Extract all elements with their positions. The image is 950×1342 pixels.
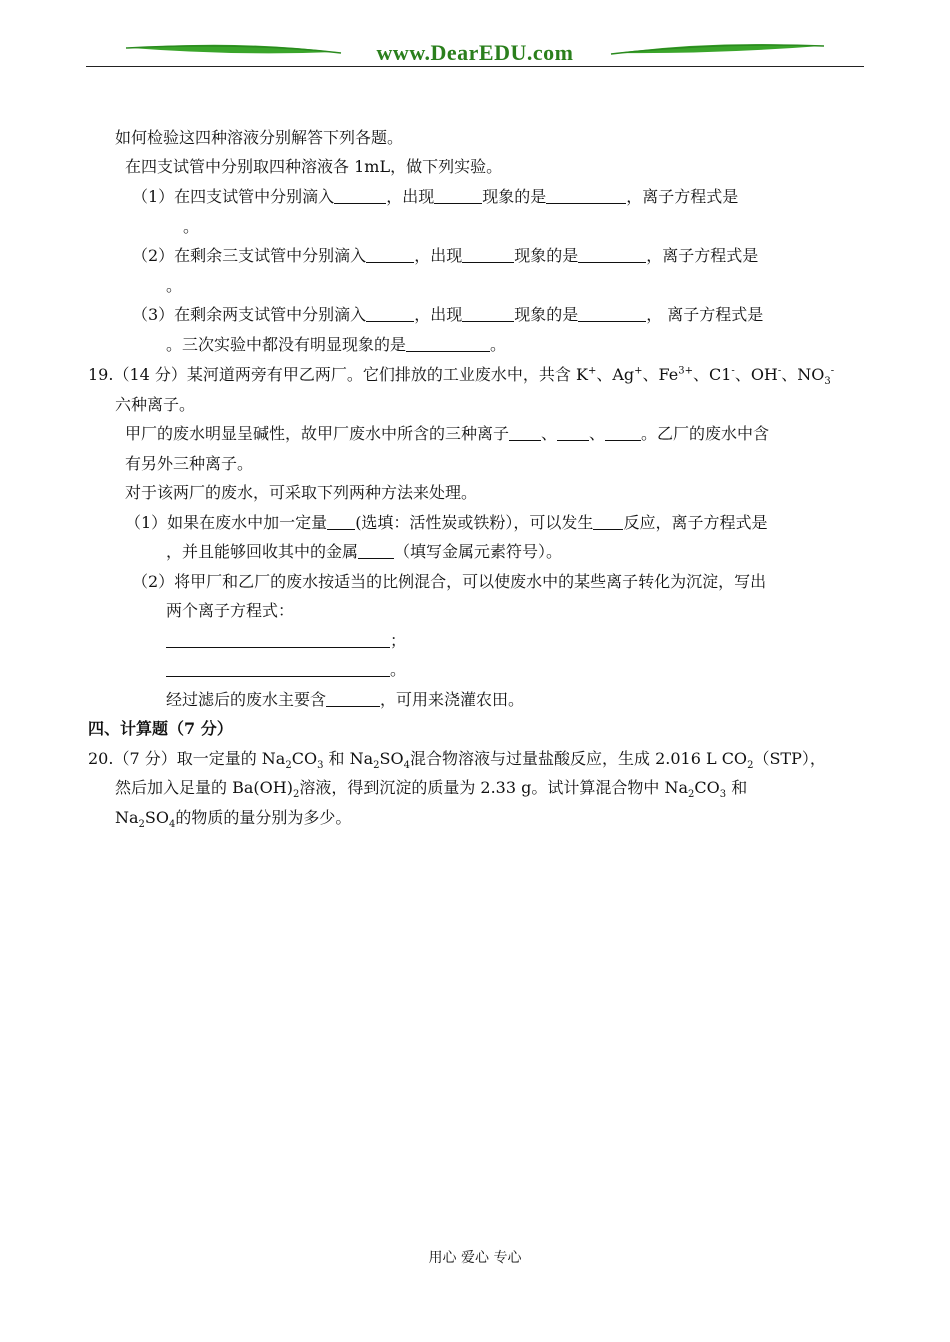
ion-fe: 、Fe	[642, 365, 679, 384]
q19-line-4: 有另外三种离子。	[125, 454, 254, 473]
q19-line-1	[88, 364, 834, 386]
step-1-end: 。	[183, 217, 200, 236]
step-2-text-b: ，出现	[414, 246, 463, 265]
answer-blank[interactable]	[578, 246, 646, 263]
ion-charge: +	[587, 365, 597, 377]
q19-part-1	[125, 512, 767, 534]
answer-blank[interactable]	[593, 513, 623, 530]
intro-line-1: 如何检验这四种溶液分别解答下列各题。	[115, 128, 404, 147]
ion-charge: -	[777, 365, 782, 377]
q19-p1-text-d: ，并且能够回收其中的金属	[166, 542, 359, 561]
ion-ag: 、Ag	[596, 365, 635, 384]
q20-text: CO	[291, 749, 318, 768]
answer-blank[interactable]	[557, 424, 589, 441]
answer-blank[interactable]	[462, 305, 514, 322]
answer-blank[interactable]	[358, 542, 394, 559]
step-2	[132, 245, 758, 267]
answer-blank[interactable]	[166, 660, 390, 677]
q19-p1-text-c: 反应，离子方程式是	[623, 513, 768, 532]
page-footer: 用心 爱心 专心	[428, 1250, 522, 1266]
subscript: 4	[169, 819, 176, 831]
q20-text: 然后加入足量的 Ba(OH)	[115, 778, 293, 797]
answer-blank[interactable]	[578, 305, 646, 322]
ion-subscript: 3	[824, 376, 831, 388]
subscript: 2	[688, 789, 695, 801]
step-3-end	[166, 334, 506, 356]
header-rule	[86, 66, 864, 67]
q20-text: 20.（7 分）取一定量的 Na	[88, 749, 286, 768]
q19-l3-text: 甲厂的废水明显呈碱性，故甲厂废水中所含的三种离子	[125, 424, 510, 443]
step-1-text-d: ，离子方程式是	[626, 187, 739, 206]
q19-part-1-cont	[166, 541, 562, 563]
separator: 、	[589, 424, 606, 443]
semicolon: ；	[390, 631, 407, 650]
q19-l3-end: 。乙厂的废水中含	[641, 424, 770, 443]
subscript: 2	[138, 819, 145, 831]
q19-p2-text-c: 经过滤后的废水主要含	[166, 690, 327, 709]
answer-blank[interactable]	[406, 335, 490, 352]
answer-blank[interactable]	[326, 690, 380, 707]
subscript: 2	[285, 760, 292, 772]
site-logo-text: www.DearEDU.com	[376, 40, 574, 65]
step-3-text-d: ， 离子方程式是	[646, 305, 764, 324]
subscript: 2	[373, 760, 380, 772]
step-2-text-d: ，离子方程式是	[646, 246, 759, 265]
q20-text: 和 Na	[323, 749, 374, 768]
answer-blank[interactable]	[366, 246, 414, 263]
subscript: 4	[403, 760, 410, 772]
q20-text: SO	[144, 808, 169, 827]
q20-line-2	[115, 777, 747, 799]
step-1-text-b: ，出现	[386, 187, 435, 206]
answer-blank[interactable]	[327, 513, 355, 530]
step-3-text-c: 现象的是	[514, 305, 579, 324]
subscript: 3	[719, 789, 727, 801]
intro-line-2: 在四支试管中分别取四种溶液各 1mL，做下列实验。	[125, 157, 503, 176]
q20-text: 和	[726, 778, 748, 797]
answer-blank[interactable]	[434, 187, 482, 204]
q20-text: 混合物溶液与过量盐酸反应，生成 2.016 L CO	[410, 749, 748, 768]
q20-text: SO	[379, 749, 404, 768]
answer-blank[interactable]	[166, 631, 390, 648]
step-1	[132, 186, 738, 208]
section-4-title: 四、计算题（7 分）	[88, 719, 233, 738]
step-1-text-a: （1）在四支试管中分别滴入	[132, 187, 335, 206]
q19-part-2: （2）将甲厂和乙厂的废水按适当的比例混合，可以使废水中的某些离子转化为沉淀，写出	[132, 572, 767, 591]
step-3-text-a: （3）在剩余两支试管中分别滴入	[132, 305, 367, 324]
ion-oh: 、OH	[734, 365, 778, 384]
q19-p1-text-e: （填写金属元素符号）。	[394, 542, 563, 561]
ion-charge: -	[731, 365, 735, 377]
subscript: 2	[292, 789, 300, 801]
ion-charge: 3+	[678, 365, 693, 377]
ion-charge: -	[830, 365, 835, 377]
q19-line-3	[125, 423, 769, 445]
q20-text: CO	[694, 778, 720, 797]
step-3-text-b: ，出现	[414, 305, 463, 324]
q19-line-5: 对于该两厂的废水，可采取下列两种方法来处理。	[125, 483, 478, 502]
q19-p1-text-a: （1）如果在废水中加一定量	[125, 513, 328, 532]
subscript: 2	[747, 760, 754, 772]
ion-no3: 、NO	[781, 365, 825, 384]
ion-cl: 、C1	[692, 365, 732, 384]
equation-line-2	[166, 659, 406, 681]
q19-part-2-b: 两个离子方程式：	[166, 601, 295, 620]
q20-line-3	[115, 807, 351, 829]
step-2-text-c: 现象的是	[514, 246, 579, 265]
ion-charge: +	[634, 365, 643, 377]
period: 。	[390, 660, 407, 679]
separator: 、	[541, 424, 558, 443]
answer-blank[interactable]	[334, 187, 386, 204]
q20-text: 溶液，得到沉淀的质量为 2.33 g。试计算混合物中 Na	[299, 778, 688, 797]
q20-text: （STP），	[753, 749, 826, 768]
step-3	[132, 304, 763, 326]
answer-blank[interactable]	[462, 246, 514, 263]
q19-p2-text-d: ，可用来浇灌农田。	[380, 690, 525, 709]
step-2-text-a: （2）在剩余三支试管中分别滴入	[132, 246, 367, 265]
q19-p1-text-b: (选填：活性炭或铁粉），可以发生	[355, 513, 594, 532]
q19-line-2: 六种离子。	[115, 395, 196, 414]
step-3-text-e: 。三次实验中都没有明显现象的是	[166, 335, 407, 354]
step-2-end: 。	[166, 276, 183, 295]
answer-blank[interactable]	[509, 424, 541, 441]
step-3-text-f: 。	[490, 335, 507, 354]
step-1-text-c: 现象的是	[482, 187, 547, 206]
answer-blank[interactable]	[605, 424, 641, 441]
q19-part-2-c	[166, 689, 524, 711]
q20-line-1	[88, 748, 826, 770]
q19-num: 19.（14 分）某河道两旁有甲乙两厂。它们排放的工业废水中，共含 K	[88, 365, 588, 384]
q20-text: Na	[115, 808, 139, 827]
q20-text: 的物质的量分别为多少。	[175, 808, 352, 827]
subscript: 3	[317, 760, 324, 772]
answer-blank[interactable]	[366, 305, 414, 322]
equation-line-1	[166, 630, 406, 652]
answer-blank[interactable]	[546, 187, 626, 204]
